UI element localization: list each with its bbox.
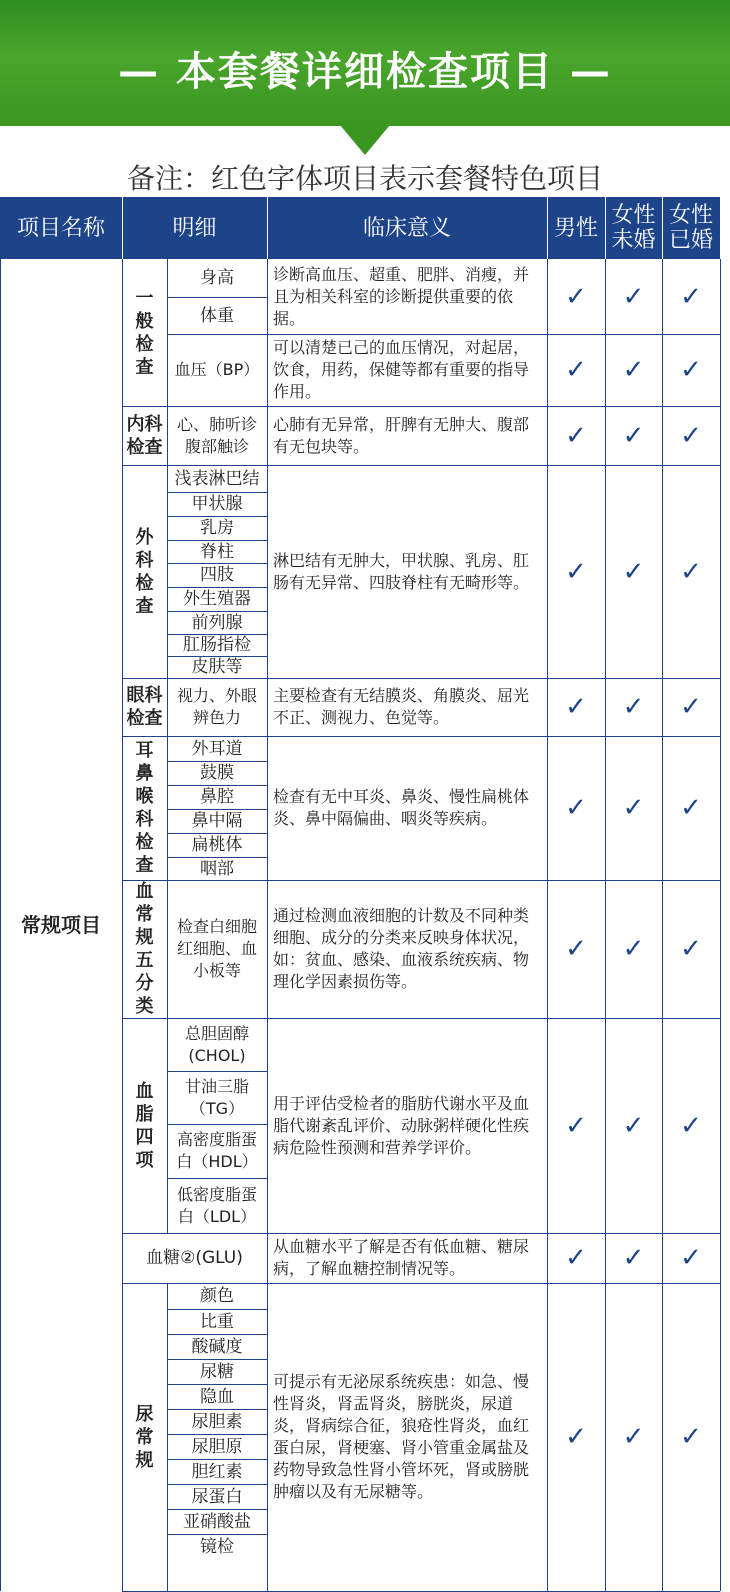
clinical-meaning: 心肺有无异常，肝脾有无肿大、腹部有无包块等。 — [273, 414, 530, 456]
category-label: 血常规五分类 — [135, 881, 154, 1017]
clinical-meaning: 检查有无中耳炎、鼻炎、慢性扁桃体炎、鼻中隔偏曲、咽炎等疾病。 — [273, 787, 530, 828]
legend-note: 备注：红色字体项目表示套餐特色项目 — [126, 162, 603, 195]
detail-item: 视力、外眼辨色力 — [176, 686, 257, 727]
check-male-icon: ✓ — [565, 1422, 587, 1452]
check-male-icon: ✓ — [565, 692, 587, 722]
detail-item: 外耳道 — [191, 738, 243, 759]
clinical-meaning: 可提示有无泌尿系统疾患：如急、慢性肾炎，肾盂肾炎，膀胱炎，尿道炎，肾病综合征，狼疮性肾炎，血红蛋白尿，肾梗塞、肾小管重金属盐及药物导致急性肾小管坏死，肾或膀胱肿瘤以及有无尿糖等。 — [273, 1372, 530, 1501]
detail-item: 乳房 — [200, 518, 234, 538]
category-label: 尿常规 — [135, 1403, 154, 1471]
category-label: 耳鼻喉科检查 — [135, 740, 154, 876]
detail-item: 低密度脂蛋白（LDL） — [176, 1184, 257, 1226]
detail-item: 四肢 — [200, 565, 234, 585]
category-label: 一般检查 — [135, 287, 154, 378]
category-label: 内科检查 — [126, 413, 163, 458]
detail-item: 身高 — [200, 268, 234, 288]
check-female-single-icon: ✓ — [622, 1422, 645, 1452]
detail-item: 胆红素 — [191, 1461, 243, 1482]
banner-title: — 本套餐详细检查项目 — — [118, 49, 612, 95]
detail-item: 尿糖 — [200, 1361, 234, 1382]
detail-item: 比重 — [200, 1311, 234, 1332]
detail-item: 镜检 — [200, 1536, 234, 1557]
check-female-married-icon: ✓ — [680, 420, 702, 451]
check-male-icon: ✓ — [565, 1110, 587, 1141]
header-item-name: 项目名称 — [0, 197, 122, 259]
check-female-single-icon: ✓ — [622, 420, 645, 451]
check-male-icon: ✓ — [565, 934, 587, 964]
check-female-married-icon: ✓ — [680, 1110, 702, 1141]
check-female-single-icon: ✓ — [622, 793, 645, 823]
clinical-meaning: 通过检测血液细胞的计数及不同种类细胞、成分的分类来反映身体状况，如：贫血、感染、血液系统疾病、物理化学因素损伤等。 — [273, 906, 530, 991]
detail-item: 扁桃体 — [191, 835, 243, 855]
check-female-married-icon: ✓ — [680, 692, 702, 722]
clinical-meaning: 用于评估受检者的脂肪代谢水平及血脂代谢紊乱评价、动脉粥样硬化性疾病危险性预测和营养学评价。 — [273, 1093, 530, 1157]
clinical-meaning: 诊断高血压、超重、肥胖、消瘦，并且为相关科室的诊断提供重要的依据。 — [273, 264, 530, 328]
detail-item: 鼻腔 — [200, 787, 234, 807]
check-female-married-icon: ✓ — [680, 281, 702, 312]
detail-item: 皮肤等 — [191, 657, 243, 677]
check-female-married-icon: ✓ — [680, 934, 702, 964]
check-male-icon: ✓ — [565, 281, 587, 312]
check-female-single-icon: ✓ — [622, 355, 645, 385]
detail-item: 总胆固醇(CHOL) — [184, 1023, 249, 1065]
check-female-single-icon: ✓ — [622, 281, 645, 312]
category-label: 血脂四项 — [135, 1080, 154, 1171]
check-female-single-icon: ✓ — [622, 692, 645, 722]
detail-item: 咽部 — [200, 858, 234, 879]
detail-item: 隐血 — [200, 1386, 234, 1407]
detail-item: 体重 — [200, 305, 234, 326]
detail-item: 颜色 — [200, 1286, 234, 1306]
detail-item: 甘油三脂（TG） — [184, 1076, 249, 1118]
clinical-meaning: 可以清楚已己的血压情况，对起居，饮食，用药，保健等都有重要的指导作用。 — [273, 338, 530, 401]
header-clinical-meaning: 临床意义 — [267, 197, 547, 259]
detail-item: 外生殖器 — [183, 589, 251, 609]
header-female-single-label: 女性未婚 — [611, 203, 656, 253]
header-female-married — [662, 197, 720, 259]
section-label: 常规项目 — [21, 913, 101, 937]
header-female-married-label: 女性已婚 — [668, 203, 713, 253]
detail-item: 尿蛋白 — [191, 1486, 243, 1507]
detail-item: 鼻中隔 — [191, 811, 243, 831]
detail-item: 脊柱 — [200, 541, 234, 562]
check-female-married-icon: ✓ — [680, 355, 702, 385]
detail-item: 血压（BP） — [174, 360, 260, 379]
detail-item: 检查白细胞红细胞、血小板等 — [176, 917, 257, 980]
check-female-single-icon: ✓ — [622, 934, 645, 964]
clinical-meaning: 淋巴结有无肿大，甲状腺、乳房、肛肠有无异常、四肢脊柱有无畸形等。 — [273, 550, 530, 592]
check-female-married-icon: ✓ — [680, 1422, 702, 1452]
category-merged: 血糖②(GLU) — [146, 1248, 243, 1268]
check-female-married-icon: ✓ — [680, 556, 702, 587]
check-female-single-icon: ✓ — [622, 1243, 645, 1273]
check-male-icon: ✓ — [565, 420, 587, 451]
detail-item: 酸碱度 — [191, 1336, 243, 1357]
check-female-single-icon: ✓ — [622, 556, 645, 587]
check-male-icon: ✓ — [565, 1243, 587, 1273]
check-female-married-icon: ✓ — [680, 1243, 702, 1273]
header-detail: 明细 — [122, 197, 267, 259]
check-male-icon: ✓ — [565, 556, 587, 587]
check-female-married-icon: ✓ — [680, 793, 702, 823]
category-label: 眼科检查 — [126, 685, 163, 729]
detail-item: 浅表淋巴结 — [174, 468, 260, 489]
check-male-icon: ✓ — [565, 355, 587, 385]
detail-item: 前列腺 — [191, 612, 243, 633]
detail-item: 高密度脂蛋白（HDL） — [176, 1130, 258, 1171]
detail-item: 心、肺听诊腹部触诊 — [176, 414, 257, 456]
detail-item: 鼓膜 — [200, 763, 234, 783]
detail-item: 肛肠指检 — [183, 635, 251, 655]
check-female-single-icon: ✓ — [622, 1110, 645, 1141]
header-female-single — [605, 197, 662, 259]
clinical-meaning: 主要检查有无结膜炎、角膜炎、屈光不正、测视力、色觉等。 — [273, 686, 530, 727]
detail-item: 尿胆素 — [191, 1411, 243, 1432]
category-label: 外科检查 — [135, 526, 154, 617]
detail-item: 甲状腺 — [191, 494, 243, 514]
check-male-icon: ✓ — [565, 793, 587, 823]
clinical-meaning: 从血糖水平了解是否有低血糖、糖尿病，了解血糖控制情况等。 — [273, 1237, 530, 1278]
detail-item: 尿胆原 — [191, 1436, 243, 1457]
header-male: 男性 — [547, 197, 605, 259]
detail-item: 亚硝酸盐 — [183, 1511, 251, 1532]
